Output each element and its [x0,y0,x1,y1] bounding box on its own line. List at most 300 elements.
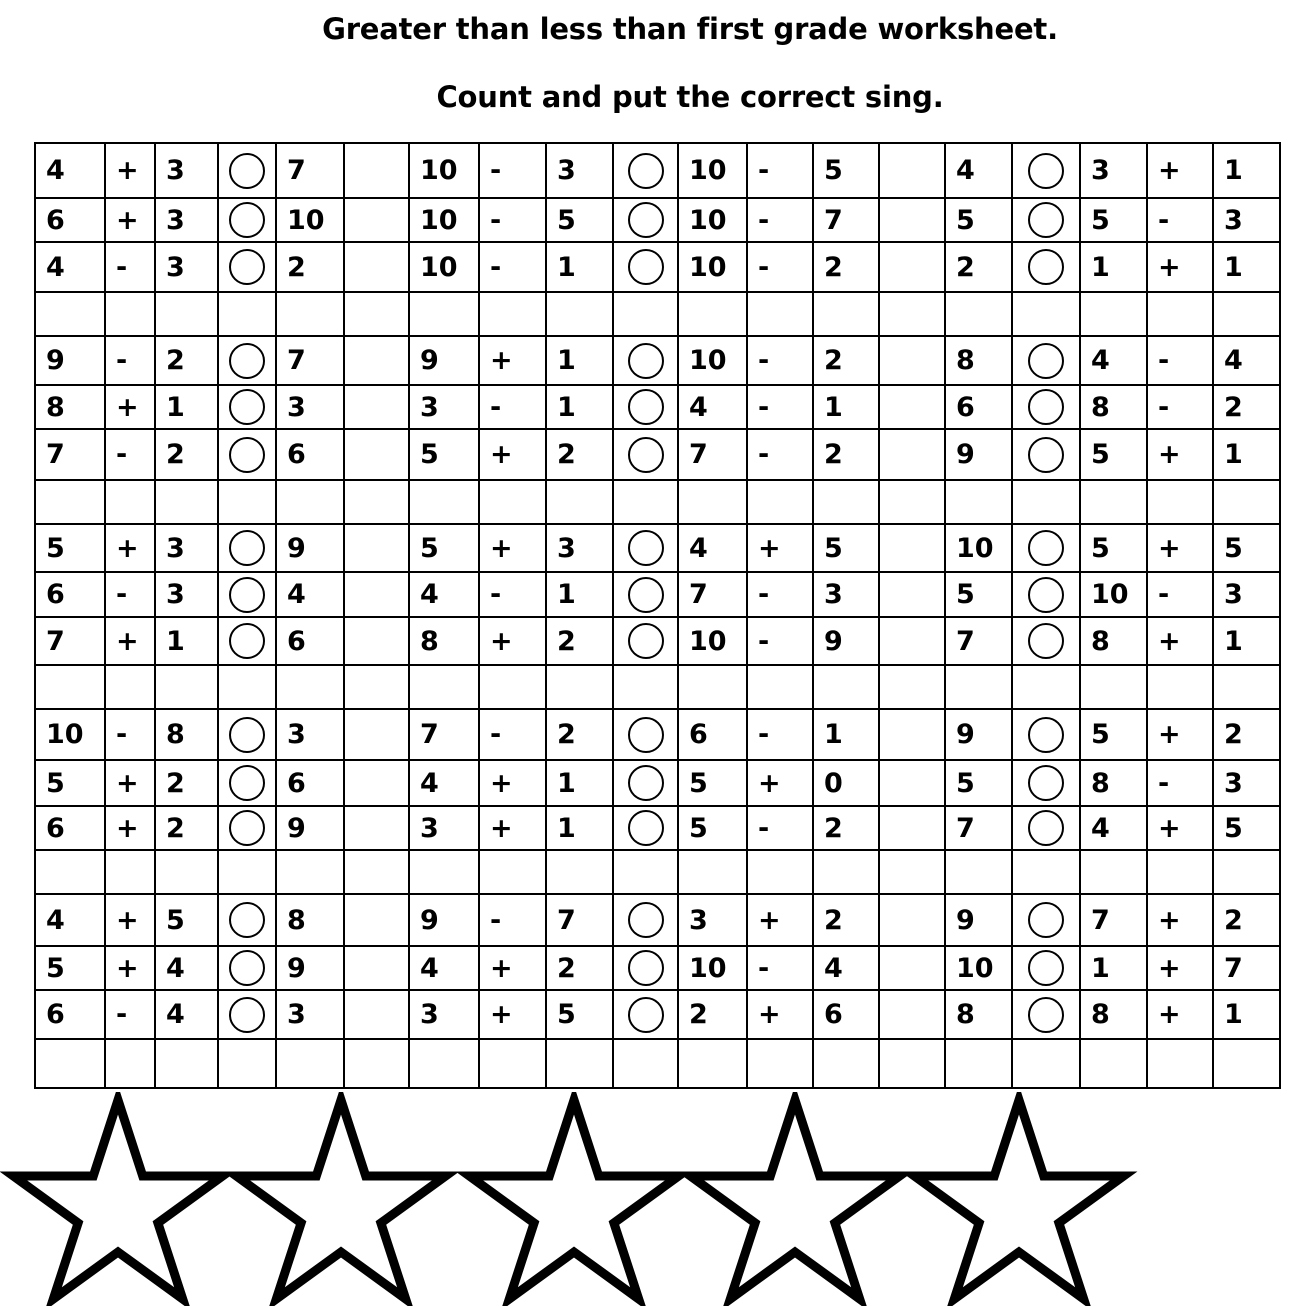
problem-row [35,709,1280,760]
empty-cell [879,946,945,990]
number-cell: 5 [155,894,218,946]
answer-cell[interactable] [613,143,678,198]
answer-cell[interactable] [1012,894,1080,946]
empty-cell [813,665,879,709]
answer-cell[interactable] [613,946,678,990]
answer-circle-icon[interactable] [628,997,664,1033]
answer-cell[interactable] [1012,429,1080,480]
answer-cell[interactable] [218,946,276,990]
answer-circle-icon[interactable] [1028,950,1064,986]
empty-cell [1012,1039,1080,1088]
operator-cell: + [105,385,155,429]
answer-cell[interactable] [1012,336,1080,385]
operator-cell: - [747,336,813,385]
empty-cell [945,480,1012,524]
answer-cell[interactable] [613,990,678,1039]
answer-cell[interactable] [218,385,276,429]
answer-circle-icon[interactable] [1028,153,1064,189]
answer-cell[interactable] [613,385,678,429]
empty-cell [678,292,747,336]
number-cell: 7 [678,429,747,480]
operator-cell: + [479,524,546,572]
empty-cell [879,336,945,385]
empty-cell [344,850,409,894]
answer-cell[interactable] [613,760,678,806]
number-cell: 3 [409,806,479,850]
operator-cell: + [747,990,813,1039]
empty-cell [678,480,747,524]
empty-cell [879,806,945,850]
problem-row [35,990,1280,1039]
operator-cell: - [479,709,546,760]
answer-cell[interactable] [613,429,678,480]
operator-cell: - [105,572,155,617]
number-cell: 4 [35,894,105,946]
stars-row [0,1092,1297,1306]
operator-cell: - [747,709,813,760]
answer-circle-icon[interactable] [628,577,664,613]
empty-cell [344,894,409,946]
number-cell: 10 [945,524,1012,572]
number-cell: 5 [1080,429,1147,480]
operator-cell: + [1147,143,1213,198]
empty-cell [344,143,409,198]
star-outline-icon [236,1100,445,1299]
empty-cell [1213,480,1280,524]
number-cell: 1 [155,617,218,665]
answer-cell[interactable] [1012,385,1080,429]
answer-circle-icon[interactable] [628,389,664,425]
answer-circle-icon[interactable] [1028,389,1064,425]
number-cell: 4 [945,143,1012,198]
empty-cell [678,850,747,894]
operator-cell: - [747,242,813,292]
empty-cell [1080,480,1147,524]
number-cell: 5 [35,946,105,990]
number-cell: 1 [1213,242,1280,292]
empty-cell [1213,1039,1280,1088]
number-cell: 1 [546,336,613,385]
answer-cell[interactable] [218,242,276,292]
number-cell: 6 [945,385,1012,429]
empty-cell [879,1039,945,1088]
answer-cell[interactable] [1012,524,1080,572]
number-cell: 4 [678,385,747,429]
operator-cell: + [479,617,546,665]
answer-cell[interactable] [613,242,678,292]
number-cell: 6 [35,198,105,242]
number-cell: 5 [945,760,1012,806]
answer-circle-icon[interactable] [229,389,265,425]
operator-cell: + [105,617,155,665]
answer-circle-icon[interactable] [229,810,265,846]
answer-circle-icon[interactable] [628,249,664,285]
answer-circle-icon[interactable] [1028,902,1064,938]
number-cell: 3 [155,143,218,198]
empty-cell [276,480,344,524]
operator-cell: - [747,806,813,850]
empty-cell [678,1039,747,1088]
answer-circle-icon[interactable] [1028,437,1064,473]
number-cell: 10 [409,198,479,242]
answer-circle-icon[interactable] [1028,343,1064,379]
number-cell: 5 [409,524,479,572]
number-cell: 4 [678,524,747,572]
answer-circle-icon[interactable] [628,902,664,938]
operator-cell: + [1147,990,1213,1039]
number-cell: 1 [1213,143,1280,198]
problem-row [35,242,1280,292]
answer-cell[interactable] [1012,990,1080,1039]
operator-cell: + [1147,894,1213,946]
empty-cell [613,850,678,894]
empty-cell [155,1039,218,1088]
number-cell: 3 [546,524,613,572]
problem-row [35,336,1280,385]
operator-cell: - [747,198,813,242]
empty-cell [344,806,409,850]
number-cell: 5 [1080,524,1147,572]
number-cell: 6 [813,990,879,1039]
empty-cell [879,850,945,894]
empty-cell [344,429,409,480]
number-cell: 1 [1213,617,1280,665]
answer-cell[interactable] [1012,617,1080,665]
empty-cell [344,760,409,806]
empty-cell [1213,292,1280,336]
empty-cell [945,292,1012,336]
number-cell: 9 [276,524,344,572]
answer-cell[interactable] [1012,760,1080,806]
number-cell: 4 [276,572,344,617]
answer-circle-icon[interactable] [1028,765,1064,801]
answer-circle-icon[interactable] [229,902,265,938]
answer-circle-icon[interactable] [1028,577,1064,613]
answer-cell[interactable] [1012,572,1080,617]
empty-cell [945,665,1012,709]
operator-cell: - [479,242,546,292]
empty-cell [105,292,155,336]
number-cell: 1 [813,709,879,760]
answer-cell[interactable] [218,760,276,806]
number-cell: 2 [1213,385,1280,429]
answer-cell[interactable] [1012,143,1080,198]
number-cell: 3 [1213,198,1280,242]
number-cell: 2 [1213,709,1280,760]
number-cell: 2 [155,429,218,480]
empty-cell [1080,1039,1147,1088]
empty-cell [1147,850,1213,894]
number-cell: 10 [678,198,747,242]
empty-cell [879,617,945,665]
empty-cell [344,385,409,429]
number-cell: 4 [409,946,479,990]
answer-cell[interactable] [1012,946,1080,990]
operator-cell: - [479,385,546,429]
number-cell: 5 [1213,524,1280,572]
operator-cell: + [747,760,813,806]
answer-circle-icon[interactable] [628,202,664,238]
number-cell: 5 [35,524,105,572]
empty-cell [613,480,678,524]
empty-cell [613,1039,678,1088]
empty-cell [879,572,945,617]
empty-cell [613,292,678,336]
empty-cell [409,292,479,336]
operator-cell: + [105,143,155,198]
number-cell: 3 [155,242,218,292]
answer-cell[interactable] [613,806,678,850]
number-cell: 6 [35,572,105,617]
operator-cell: - [1147,572,1213,617]
empty-cell [546,665,613,709]
number-cell: 10 [678,143,747,198]
number-cell: 2 [813,806,879,850]
answer-circle-icon[interactable] [1028,717,1064,753]
answer-cell[interactable] [218,894,276,946]
operator-cell: + [105,760,155,806]
number-cell: 3 [546,143,613,198]
operator-cell: + [1147,429,1213,480]
answer-cell[interactable] [1012,198,1080,242]
operator-cell: + [479,760,546,806]
operator-cell: - [105,336,155,385]
answer-circle-icon[interactable] [1028,623,1064,659]
answer-circle-icon[interactable] [628,437,664,473]
number-cell: 6 [35,990,105,1039]
answer-circle-icon[interactable] [628,765,664,801]
number-cell: 7 [276,336,344,385]
answer-circle-icon[interactable] [229,717,265,753]
number-cell: 3 [409,385,479,429]
number-cell: 5 [546,990,613,1039]
answer-circle-icon[interactable] [628,810,664,846]
answer-circle-icon[interactable] [1028,810,1064,846]
operator-cell: - [747,429,813,480]
answer-cell[interactable] [613,894,678,946]
problem-row [35,894,1280,946]
spacer-row [35,665,1280,709]
answer-circle-icon[interactable] [628,153,664,189]
answer-cell[interactable] [218,143,276,198]
number-cell: 3 [155,524,218,572]
answer-cell[interactable] [613,572,678,617]
number-cell: 4 [35,143,105,198]
operator-cell: - [105,990,155,1039]
operator-cell: + [479,336,546,385]
operator-cell: - [747,617,813,665]
answer-circle-icon[interactable] [1028,997,1064,1033]
number-cell: 9 [276,806,344,850]
empty-cell [879,480,945,524]
number-cell: 2 [813,429,879,480]
operator-cell: - [747,385,813,429]
number-cell: 1 [1213,990,1280,1039]
number-cell: 6 [678,709,747,760]
answer-cell[interactable] [218,709,276,760]
number-cell: 4 [1080,336,1147,385]
empty-cell [879,429,945,480]
star-outline-icon [690,1100,899,1299]
number-cell: 1 [546,760,613,806]
answer-circle-icon[interactable] [229,249,265,285]
number-cell: 2 [546,946,613,990]
number-cell: 3 [813,572,879,617]
empty-cell [1080,850,1147,894]
problem-row [35,385,1280,429]
answer-cell[interactable] [218,198,276,242]
empty-cell [218,665,276,709]
answer-cell[interactable] [1012,709,1080,760]
operator-cell: - [479,894,546,946]
answer-cell[interactable] [613,336,678,385]
answer-circle-icon[interactable] [229,577,265,613]
answer-circle-icon[interactable] [229,950,265,986]
empty-cell [546,480,613,524]
empty-cell [678,665,747,709]
number-cell: 8 [1080,385,1147,429]
operator-cell: + [1147,242,1213,292]
empty-cell [35,292,105,336]
answer-circle-icon[interactable] [628,530,664,566]
empty-cell [344,617,409,665]
answer-cell[interactable] [218,990,276,1039]
number-cell: 9 [409,336,479,385]
number-cell: 9 [813,617,879,665]
problem-row [35,143,1280,198]
empty-cell [276,292,344,336]
empty-cell [409,1039,479,1088]
answer-cell[interactable] [218,524,276,572]
empty-cell [879,665,945,709]
empty-cell [879,709,945,760]
number-cell: 8 [35,385,105,429]
answer-cell[interactable] [218,336,276,385]
number-cell: 10 [945,946,1012,990]
comparison-grid [34,142,1281,1089]
number-cell: 10 [1080,572,1147,617]
empty-cell [344,198,409,242]
empty-cell [344,572,409,617]
empty-cell [1080,292,1147,336]
star-outline-icon [13,1100,222,1299]
operator-cell: + [105,806,155,850]
empty-cell [879,242,945,292]
number-cell: 2 [813,336,879,385]
answer-circle-icon[interactable] [1028,530,1064,566]
empty-cell [35,850,105,894]
answer-circle-icon[interactable] [229,997,265,1033]
answer-circle-icon[interactable] [628,623,664,659]
problem-row [35,760,1280,806]
number-cell: 4 [813,946,879,990]
empty-cell [1147,665,1213,709]
empty-cell [1147,292,1213,336]
number-cell: 5 [945,198,1012,242]
answer-cell[interactable] [218,429,276,480]
empty-cell [879,524,945,572]
number-cell: 9 [945,709,1012,760]
answer-cell[interactable] [613,617,678,665]
number-cell: 4 [409,760,479,806]
answer-circle-icon[interactable] [229,437,265,473]
number-cell: 7 [35,617,105,665]
answer-circle-icon[interactable] [229,202,265,238]
answer-circle-icon[interactable] [628,343,664,379]
empty-cell [813,1039,879,1088]
number-cell: 5 [678,806,747,850]
spacer-row [35,850,1280,894]
operator-cell: + [105,894,155,946]
number-cell: 1 [546,242,613,292]
number-cell: 8 [945,990,1012,1039]
empty-cell [218,1039,276,1088]
problem-row [35,806,1280,850]
number-cell: 3 [155,572,218,617]
number-cell: 7 [35,429,105,480]
answer-cell[interactable] [613,198,678,242]
answer-circle-icon[interactable] [1028,249,1064,285]
operator-cell: + [1147,709,1213,760]
number-cell: 6 [276,429,344,480]
empty-cell [344,1039,409,1088]
answer-circle-icon[interactable] [628,950,664,986]
number-cell: 7 [409,709,479,760]
number-cell: 3 [409,990,479,1039]
answer-cell[interactable] [218,572,276,617]
number-cell: 4 [409,572,479,617]
answer-circle-icon[interactable] [229,153,265,189]
empty-cell [479,1039,546,1088]
empty-cell [155,292,218,336]
operator-cell: - [747,946,813,990]
empty-cell [546,292,613,336]
number-cell: 8 [1080,617,1147,665]
answer-cell[interactable] [613,709,678,760]
number-cell: 6 [276,617,344,665]
operator-cell: - [105,709,155,760]
answer-circle-icon[interactable] [628,717,664,753]
answer-circle-icon[interactable] [1028,202,1064,238]
number-cell: 0 [813,760,879,806]
answer-circle-icon[interactable] [229,343,265,379]
number-cell: 7 [945,806,1012,850]
empty-cell [344,336,409,385]
empty-cell [747,665,813,709]
answer-circle-icon[interactable] [229,765,265,801]
answer-cell[interactable] [613,524,678,572]
empty-cell [155,665,218,709]
operator-cell: + [105,198,155,242]
operator-cell: + [1147,524,1213,572]
number-cell: 7 [678,572,747,617]
answer-cell[interactable] [218,617,276,665]
number-cell: 10 [35,709,105,760]
number-cell: 7 [546,894,613,946]
answer-cell[interactable] [218,806,276,850]
answer-circle-icon[interactable] [229,623,265,659]
answer-circle-icon[interactable] [229,530,265,566]
empty-cell [155,480,218,524]
operator-cell: - [479,143,546,198]
answer-cell[interactable] [1012,242,1080,292]
number-cell: 2 [813,894,879,946]
number-cell: 1 [1080,242,1147,292]
answer-cell[interactable] [1012,806,1080,850]
number-cell: 6 [276,760,344,806]
operator-cell: - [747,143,813,198]
empty-cell [1147,480,1213,524]
